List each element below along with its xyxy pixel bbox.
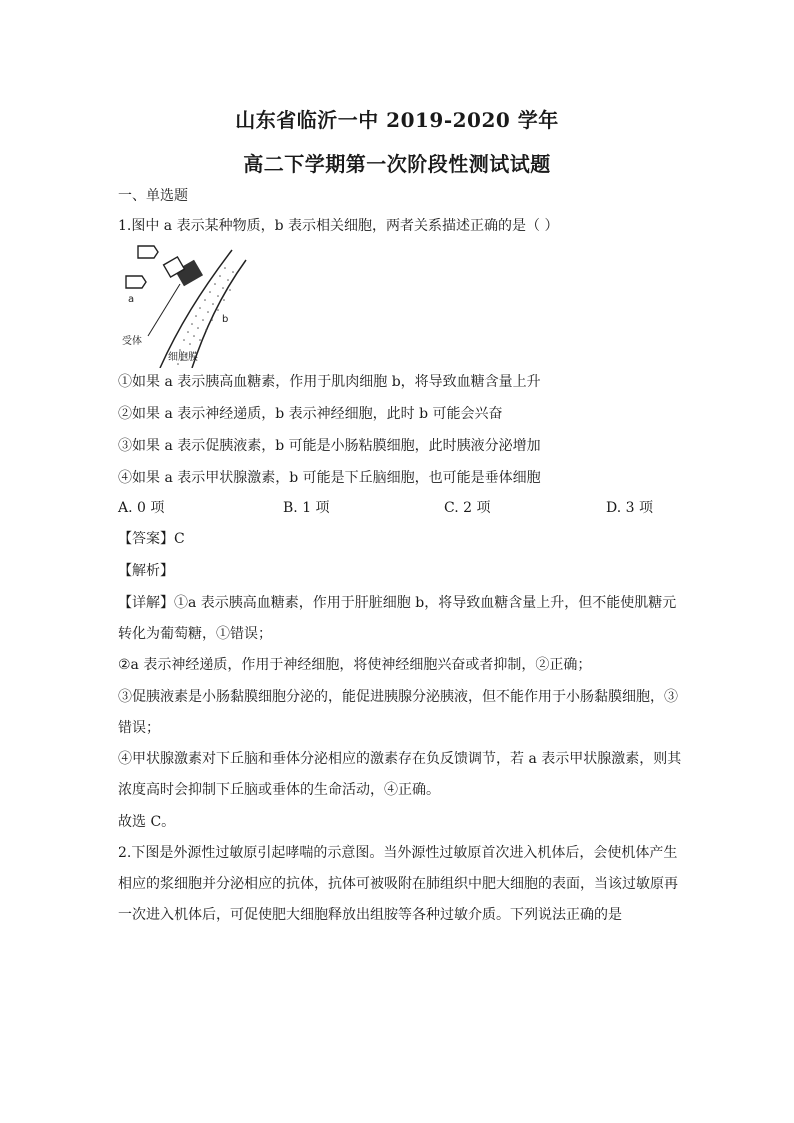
document-title: 山东省临沂一中 2019-2020 学年 xyxy=(235,108,559,132)
detail-line-3: ②a 表示神经递质，作用于神经细胞，将使神经细胞兴奋或者抑制，②正确； xyxy=(118,657,592,673)
molecule-a-shape-1 xyxy=(138,246,158,258)
option-c: C. 2 项 xyxy=(444,500,491,516)
statement-1: ①如果 a 表示胰高血糖素，作用于肌肉细胞 b，将导致血糖含量上升 xyxy=(118,374,541,390)
figure-label-a: a xyxy=(128,294,135,305)
section-heading: 一、单选题 xyxy=(118,188,188,204)
receptor-membrane-figure xyxy=(120,240,250,368)
detail-line-6: ④甲状腺激素对下丘脑和垂体分泌相应的激素存在负反馈调节，若 a 表示甲状腺激素，则其 xyxy=(118,751,682,767)
detail-line-7: 浓度高时会抑制下丘脑或垂体的生命活动，④正确。 xyxy=(118,782,440,798)
receptor-leader-line xyxy=(148,284,180,336)
detail-line-1: 【详解】①a 表示胰高血糖素，作用于肝脏细胞 b，将导致血糖含量上升，但不能使肌糖元 xyxy=(118,595,677,611)
question-2-line-1: 2.下图是外源性过敏原引起哮喘的示意图。当外源性过敏原首次进入机体后，会使机体产生 xyxy=(118,845,678,861)
option-b: B. 1 项 xyxy=(283,500,330,516)
detail-line-2: 转化为葡萄糖，①错误； xyxy=(118,626,272,642)
figure-label-membrane: 细胞膜 xyxy=(168,352,198,363)
molecule-a-shape-2 xyxy=(126,276,146,288)
statement-2: ②如果 a 表示神经递质，b 表示神经细胞，此时 b 可能会兴奋 xyxy=(118,406,503,422)
question-2-line-3: 一次进入机体后，可促使肥大细胞释放出组胺等各种过敏介质。下列说法正确的是 xyxy=(118,907,622,923)
statement-3: ③如果 a 表示促胰液素，b 可能是小肠粘膜细胞，此时胰液分泌增加 xyxy=(118,438,541,454)
analysis-label: 【解析】 xyxy=(118,563,174,579)
figure-label-receptor: 受体 xyxy=(122,336,142,347)
detail-line-4: ③促胰液素是小肠黏膜细胞分泌的，能促进胰腺分泌胰液，但不能作用于小肠黏膜细胞，③ xyxy=(118,689,678,705)
option-a: A. 0 项 xyxy=(118,500,165,516)
figure-label-b: b xyxy=(222,314,229,325)
statement-4: ④如果 a 表示甲状腺激素，b 可能是下丘脑细胞，也可能是垂体细胞 xyxy=(118,470,541,486)
question-1-stem: 1.图中 a 表示某种物质，b 表示相关细胞，两者关系描述正确的是（ ） xyxy=(118,218,559,234)
detail-line-8: 故选 C。 xyxy=(118,814,176,830)
answer-line: 【答案】C xyxy=(118,531,185,547)
option-d: D. 3 项 xyxy=(606,500,653,516)
detail-line-5: 错误； xyxy=(118,720,160,736)
question-2-line-2: 相应的浆细胞并分泌相应的抗体，抗体可被吸附在肺组织中肥大细胞的表面，当该过敏原再 xyxy=(118,876,678,892)
document-subtitle: 高二下学期第一次阶段性测试试题 xyxy=(243,152,551,176)
